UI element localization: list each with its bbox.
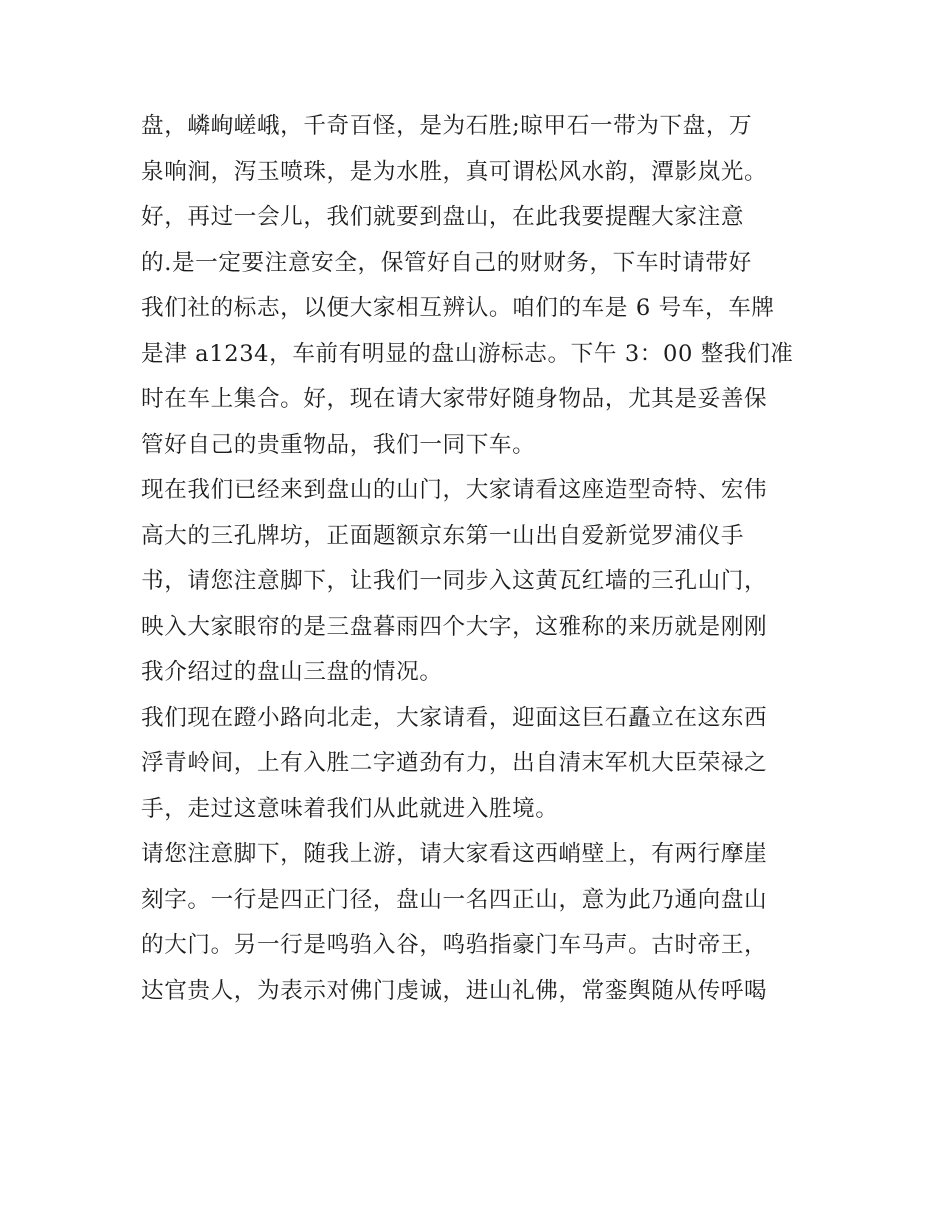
text-line: 手，走过这意味着我们从此就进入胜境。 bbox=[141, 795, 559, 822]
text-line: 管好自己的贵重物品，我们一同下车。 bbox=[141, 431, 536, 458]
text-line: 请您注意脚下，随我上游，请大家看这西峭壁上，有两行摩崖 bbox=[141, 841, 768, 867]
body-text bbox=[141, 104, 821, 1014]
text-line: 我们社的标志，以便大家相互辨认。咱们的车是 6 号车，车牌 bbox=[141, 295, 775, 321]
text-line: 泉响涧，泻玉喷珠，是为水胜，真可谓松风水韵，潭影岚光。 bbox=[141, 158, 768, 185]
text-line: 现在我们已经来到盘山的山门，大家请看这座造型奇特、宏伟 bbox=[141, 477, 768, 503]
text-line: 的大门。另一行是鸣驺入谷，鸣驺指豪门车马声。古时帝王， bbox=[141, 932, 768, 958]
text-line: 盘，嶙峋嵯峨，千奇百怪，是为石胜;晾甲石一带为下盘，万 bbox=[141, 113, 753, 139]
text-line: 刻字。一行是四正门径，盘山一名四正山，意为此乃通向盘山 bbox=[141, 886, 768, 913]
text-line: 好，再过一会儿，我们就要到盘山，在此我要提醒大家注意 bbox=[141, 204, 745, 230]
text-line: 时在车上集合。好，现在请大家带好随身物品，尤其是妥善保 bbox=[141, 386, 768, 412]
text-line: 我们现在蹬小路向北走，大家请看，迎面这巨石矗立在这东西 bbox=[141, 704, 768, 731]
text-line: 浮青岭间，上有入胜二字遒劲有力，出自清末军机大臣荣禄之 bbox=[141, 750, 768, 776]
text-line: 达官贵人，为表示对佛门虔诚，进山礼佛，常銮舆随从传呼喝 bbox=[141, 977, 768, 1004]
text-line: 是津 a1234，车前有明显的盘山游标志。下午 3：00 整我们准 bbox=[141, 340, 794, 367]
text-line: 我介绍过的盘山三盘的情况。 bbox=[141, 659, 443, 685]
text-line: 映入大家眼帘的是三盘暮雨四个大字，这雅称的来历就是刚刚 bbox=[141, 613, 768, 640]
text-line: 的.是一定要注意安全，保管好自己的财财务，下车时请带好 bbox=[141, 249, 752, 276]
text-line: 书，请您注意脚下，让我们一同步入这黄瓦红墙的三孔山门， bbox=[141, 568, 768, 594]
text-line: 高大的三孔牌坊，正面题额京东第一山出自爱新觉罗浦仪手 bbox=[141, 522, 745, 549]
